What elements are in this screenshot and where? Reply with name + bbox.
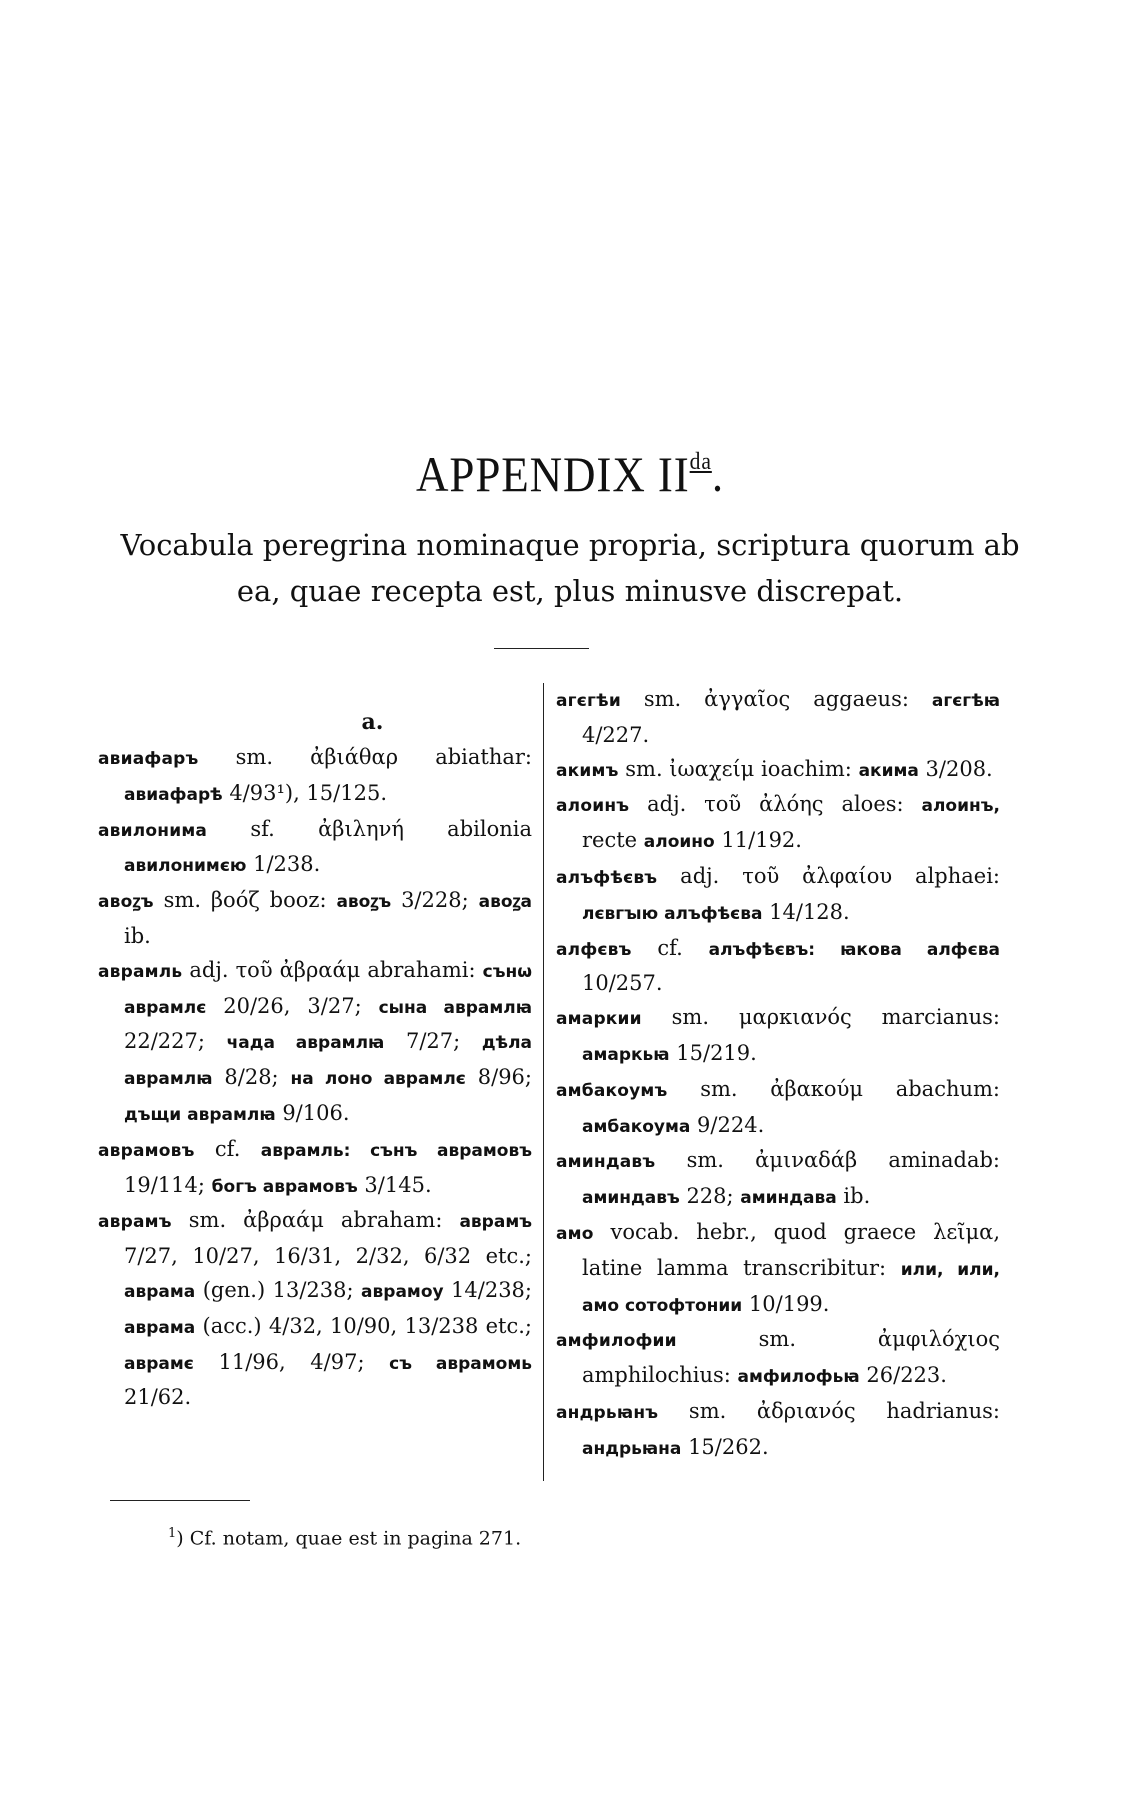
entry-headword: агєгѣи <box>556 691 621 711</box>
entry-definition: sm. ἀδριανός hadrianus: <box>658 1398 1000 1423</box>
entry-headword: андрьꙗнъ <box>556 1402 659 1423</box>
entry-reference: 15/262. <box>681 1434 769 1459</box>
entry-headword: алъфѣєвъ <box>556 867 658 888</box>
entry-reference: 228; <box>679 1184 741 1209</box>
entry-reference: 14/238; <box>443 1277 532 1302</box>
entry-definition: sm. ἀβακούμ abachum: <box>667 1076 1000 1101</box>
entry-headword: алфєвъ <box>556 939 632 960</box>
entry-definition: cf. <box>194 1136 261 1161</box>
dictionary-entry <box>556 753 1000 789</box>
entry-headword: алоинъ <box>556 796 630 817</box>
entry-citation: алъфѣєвъ: ꙗкова алфєва <box>708 939 1000 960</box>
right-column <box>556 683 1000 1467</box>
entry-citation: аврамоу <box>361 1281 444 1302</box>
entry-citation: аврама <box>124 1281 196 1302</box>
entry-reference: 10/257. <box>582 971 663 996</box>
entry-reference: 14/128. <box>762 899 850 924</box>
footnote-rule <box>110 1500 250 1501</box>
page-title <box>57 445 1083 503</box>
dictionary-entry <box>556 1144 1000 1216</box>
entry-citation: аврама <box>124 1317 196 1338</box>
entry-headword: амбакоумъ <box>556 1080 668 1101</box>
entry-definition: sm. ἰωαχείμ ioachim: <box>618 756 859 781</box>
entry-definition: sm. ἀγγαῖος aggaeus: <box>620 687 932 711</box>
entry-citation: амфилофьꙗ <box>737 1367 860 1388</box>
title-main: APPENDIX II <box>416 446 690 502</box>
entry-citation: сына аврамлꙗ <box>378 997 532 1018</box>
entry-citation: дѣла аврамлꙗ <box>124 1033 532 1090</box>
entry-citation: на лоно аврамлє <box>290 1069 466 1090</box>
dictionary-entry <box>556 1323 1000 1395</box>
entry-definition: adj. τοῦ ἀλόης aloes: <box>629 792 922 817</box>
entry-reference: 4/227. <box>582 722 650 747</box>
entry-reference: 20/26, 3/27; <box>206 993 379 1018</box>
dictionary-entry <box>556 788 1000 860</box>
entry-reference: 9/106. <box>275 1100 350 1125</box>
entry-citation: амбакоума <box>582 1116 691 1137</box>
entry-headword: акимъ <box>556 760 619 781</box>
entry-reference: 3/228; <box>391 888 479 913</box>
footnote-mark: 1 <box>168 1526 177 1541</box>
entry-citation: аврамъ <box>459 1212 532 1233</box>
entry-reference: 3/145. <box>357 1172 432 1197</box>
entry-reference: 15/219. <box>669 1040 757 1065</box>
dictionary-entry <box>556 1001 1000 1073</box>
entry-reference: 10/199. <box>742 1291 830 1316</box>
dictionary-entry <box>98 954 532 1133</box>
dictionary-entry <box>556 932 1000 1002</box>
entry-reference: (gen.) 13/238; <box>195 1277 362 1302</box>
entry-definition: sm. βοόζ booz: <box>153 888 337 913</box>
column-divider <box>543 683 544 1481</box>
dictionary-entry <box>98 741 532 813</box>
entry-reference: ib. <box>836 1184 871 1209</box>
footnote-text: ) Cf. notam, quae est in pagina 271. <box>176 1527 522 1550</box>
entry-reference: 1/238. <box>246 852 321 877</box>
entry-reference: 9/224. <box>690 1112 765 1137</box>
entry-headword: аминдавъ <box>556 1152 656 1173</box>
entry-citation: аврамє <box>124 1353 194 1374</box>
dictionary-entry <box>98 1204 532 1415</box>
entry-reference: 7/27; <box>384 1029 482 1054</box>
dictionary-entry <box>556 683 1000 753</box>
dictionary-entry <box>556 1073 1000 1145</box>
entry-definition: adj. τοῦ ἀλφαίου alphaei: <box>657 863 1000 888</box>
entry-definition: sm. μαρκιανός marcianus: <box>641 1005 1000 1030</box>
entry-reference: 4/93¹), 15/125. <box>222 780 387 805</box>
dictionary-entry <box>556 860 1000 932</box>
entry-definition: sf. ἀβιληνή abilonia <box>207 816 532 841</box>
entry-citation: сънѡ аврамлє <box>124 961 532 1018</box>
entry-definition: sm. ἀμιναδάβ aminadab: <box>655 1148 1000 1173</box>
entry-reference: ib. <box>124 923 151 948</box>
entry-citation: агєгѣꙗ <box>931 691 1000 711</box>
dictionary-entry <box>98 884 532 954</box>
entry-citation: акима <box>858 760 919 781</box>
entry-citation: лєвгꙑю алъфѣєва <box>582 903 763 924</box>
dictionary-entry <box>556 1395 1000 1467</box>
entry-headword: аврамль <box>98 961 183 982</box>
entry-reference: (acc.) 4/32, 10/90, 13/238 etc.; <box>195 1313 532 1338</box>
entry-citation: аминдава <box>740 1188 837 1209</box>
entry-reference: 26/223. <box>859 1363 947 1388</box>
entry-reference: 3/208. <box>918 756 993 781</box>
entry-headword: авоꙁъ <box>98 892 154 913</box>
entry-citation: съ аврамомь <box>389 1353 532 1374</box>
entry-definition: vocab. hebr., quod graece λεῖμα, latine lamma transcribitur: <box>582 1219 1000 1280</box>
footnote <box>168 1526 521 1549</box>
entry-citation: или, или, амо сотофтонии <box>582 1259 1000 1316</box>
entry-headword: аврамъ <box>98 1212 172 1233</box>
entry-headword: аврамовъ <box>98 1140 195 1161</box>
entry-reference: 7/27, 10/27, 16/31, 2/32, 6/32 etc.; <box>124 1244 532 1269</box>
entry-citation: алоинъ, <box>921 796 1000 817</box>
entry-citation: аврамль: сънъ аврамовъ <box>260 1140 532 1161</box>
entry-reference: 8/96; <box>465 1065 532 1090</box>
entry-citation: чада аврамлꙗ <box>226 1033 385 1054</box>
entry-citation: богъ аврамовъ <box>211 1176 358 1197</box>
entry-headword: авиафаръ <box>98 749 199 769</box>
entry-reference: 11/192. <box>714 828 802 853</box>
entry-definition: sm. ἀβιάθαρ abiathar: <box>198 745 532 769</box>
entry-citation: дъщи аврамлꙗ <box>124 1104 276 1125</box>
entry-citation: амаркьꙗ <box>582 1044 670 1065</box>
entry-citation: аминдавъ <box>582 1188 680 1209</box>
left-column <box>98 706 532 1415</box>
title-period: . <box>711 446 724 502</box>
entry-headword: авилонима <box>98 820 208 841</box>
entry-citation: авоꙁъ <box>336 892 392 913</box>
entry-reference: 8/28; <box>212 1065 291 1090</box>
entry-headword: амо <box>556 1223 594 1244</box>
dictionary-entry <box>98 1133 532 1205</box>
entry-headword: амфилофии <box>556 1331 677 1352</box>
entry-citation: алоино <box>643 832 715 853</box>
dictionary-entry <box>556 1216 1000 1323</box>
entry-reference: 19/114; <box>124 1172 212 1197</box>
entry-citation: андрьꙗна <box>582 1438 682 1459</box>
letter-heading: а. <box>361 709 384 735</box>
entry-definition: sm. ἀβραάμ abraham: <box>171 1208 460 1233</box>
entry-definition: sm. ἀμφιλόχιος amphilochius: <box>582 1327 1000 1388</box>
entry-headword: амаркии <box>556 1009 642 1030</box>
entry-citation: авоꙁа <box>478 892 532 913</box>
entry-reference: 11/96, 4/97; <box>193 1349 390 1374</box>
entry-reference: 22/227; <box>124 1029 227 1054</box>
entry-citation: авилонимєю <box>124 856 247 877</box>
entry-reference: 21/62. <box>124 1385 192 1410</box>
entry-citation: авиафарѣ <box>124 784 223 805</box>
title-rule <box>494 648 589 649</box>
entry-reference: recte <box>582 828 644 853</box>
title-superscript: da <box>689 449 712 475</box>
dictionary-entry <box>98 813 532 885</box>
entry-definition: adj. τοῦ ἀβραάμ abrahami: <box>182 957 483 982</box>
page-subtitle: Vocabula peregrina nominaque propria, scriptura quorum ab ea, quae recepta est, plus minusve discrepat. <box>120 528 1020 608</box>
entry-definition: cf. <box>631 935 709 960</box>
